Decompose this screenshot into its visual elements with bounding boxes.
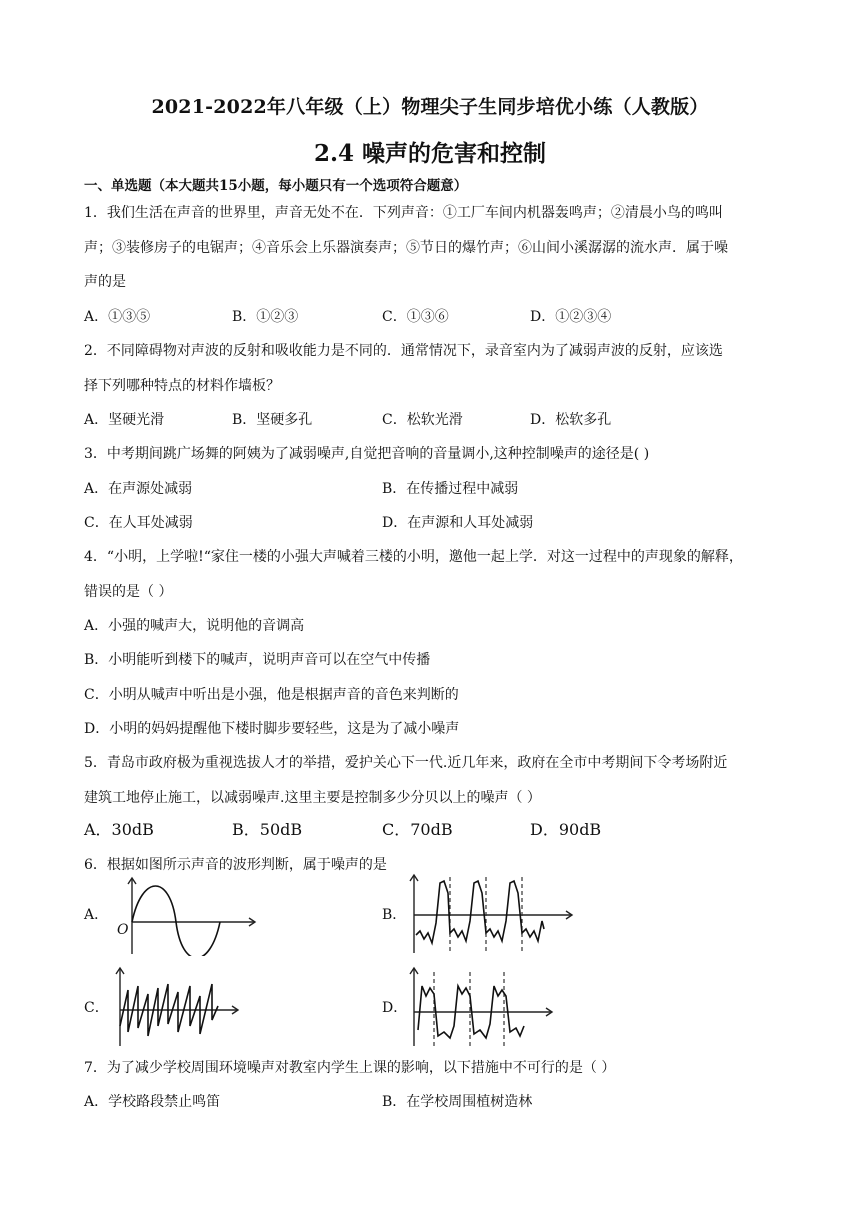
q6-option-c[interactable]: C． [84, 1000, 109, 1016]
q2-option-c[interactable]: C．松软光滑 [382, 412, 463, 428]
q5-option-c[interactable]: C．70dB [382, 820, 453, 839]
q3-option-a[interactable]: A．在声源处减弱 [84, 481, 193, 497]
q1-line-2: 声；③装修房子的电锯声；④音乐会上乐器演奏声；⑤节日的爆竹声；⑥山间小溪潺潺的流水声．属于噪 [84, 240, 728, 256]
q4-option-d[interactable]: D．小明的妈妈提醒他下楼时脚步要轻些，这是为了减小噪声 [84, 721, 460, 737]
q5-line-1: 5．青岛市政府极为重视选拔人才的举措，爱护关心下一代.近几年来，政府在全市中考期间下令考场附近 [84, 755, 728, 771]
q7-line-1: 7．为了减少学校周围环境噪声对教室内学生上课的影响，以下措施中不可行的是（ ） [84, 1060, 616, 1076]
q7-option-b[interactable]: B．在学校周围植树造林 [382, 1094, 533, 1110]
q1-line-1: 1．我们生活在声音的世界里，声音无处不在．下列声音：①工厂车间内机器轰鸣声；②清晨小鸟的鸣叫 [84, 205, 723, 221]
q6-line-1: 6．根据如图所示声音的波形判断，属于噪声的是 [84, 857, 387, 873]
q4-line-2: 错误的是（ ） [84, 584, 173, 600]
q6-option-b[interactable]: B． [382, 907, 407, 923]
waveform-b-periodic [404, 873, 574, 955]
waveform-c-sawtooth [110, 966, 240, 1048]
origin-label: O [117, 922, 129, 938]
document-title: 2021-2022年八年级（上）物理尖子生同步培优小练（人教版） [151, 96, 709, 118]
q1-option-b[interactable]: B．①②③ [232, 309, 299, 325]
q4-option-a[interactable]: A．小强的喊声大，说明他的音调高 [84, 618, 305, 634]
q5-option-b[interactable]: B．50dB [232, 820, 303, 839]
q5-line-2: 建筑工地停止施工，以减弱噪声.这里主要是控制多少分贝以上的噪声（ ） [84, 790, 541, 806]
waveform-a-sine [110, 876, 260, 956]
q6-option-a[interactable]: A． [84, 907, 109, 923]
q4-line-1: 4．“小明，上学啦!“家住一楼的小强大声喊着三楼的小明，邀他一起上学．对这一过程中的声现象的解释， [84, 549, 743, 565]
q2-line-2: 择下列哪种特点的材料作墙板？ [84, 378, 280, 394]
q5-option-a[interactable]: A．30dB [84, 820, 154, 839]
q2-option-b[interactable]: B．坚硬多孔 [232, 412, 313, 428]
q2-line-1: 2．不同障碍物对声波的反射和吸收能力是不同的．通常情况下，录音室内为了减弱声波的反射，应该选 [84, 343, 723, 359]
q4-option-c[interactable]: C．小明从喊声中听出是小强，他是根据声音的音色来判断的 [84, 687, 459, 703]
q1-line-3: 声的是 [84, 274, 126, 290]
section-heading: 一、单选题（本大题共15小题，每小题只有一个选项符合题意） [84, 178, 468, 194]
waveform-d-square [404, 966, 554, 1048]
q1-option-c[interactable]: C．①③⑥ [382, 309, 449, 325]
q3-option-d[interactable]: D．在声源和人耳处减弱 [382, 515, 534, 531]
q3-option-b[interactable]: B．在传播过程中减弱 [382, 481, 519, 497]
q7-option-a[interactable]: A．学校路段禁止鸣笛 [84, 1094, 221, 1110]
q5-option-d[interactable]: D．90dB [530, 820, 602, 839]
q2-option-d[interactable]: D．松软多孔 [530, 412, 612, 428]
lesson-title: 2.4 噪声的危害和控制 [313, 140, 547, 167]
q2-option-a[interactable]: A．坚硬光滑 [84, 412, 165, 428]
q3-line-1: 3．中考期间跳广场舞的阿姨为了减弱噪声,自觉把音响的音量调小,这种控制噪声的途径是( ) [84, 446, 650, 462]
q3-option-c[interactable]: C．在人耳处减弱 [84, 515, 193, 531]
q4-option-b[interactable]: B．小明能听到楼下的喊声，说明声音可以在空气中传播 [84, 652, 431, 668]
q1-option-a[interactable]: A．①③⑤ [84, 309, 151, 325]
q1-option-d[interactable]: D．①②③④ [530, 309, 612, 325]
q6-option-d[interactable]: D． [382, 1000, 408, 1016]
